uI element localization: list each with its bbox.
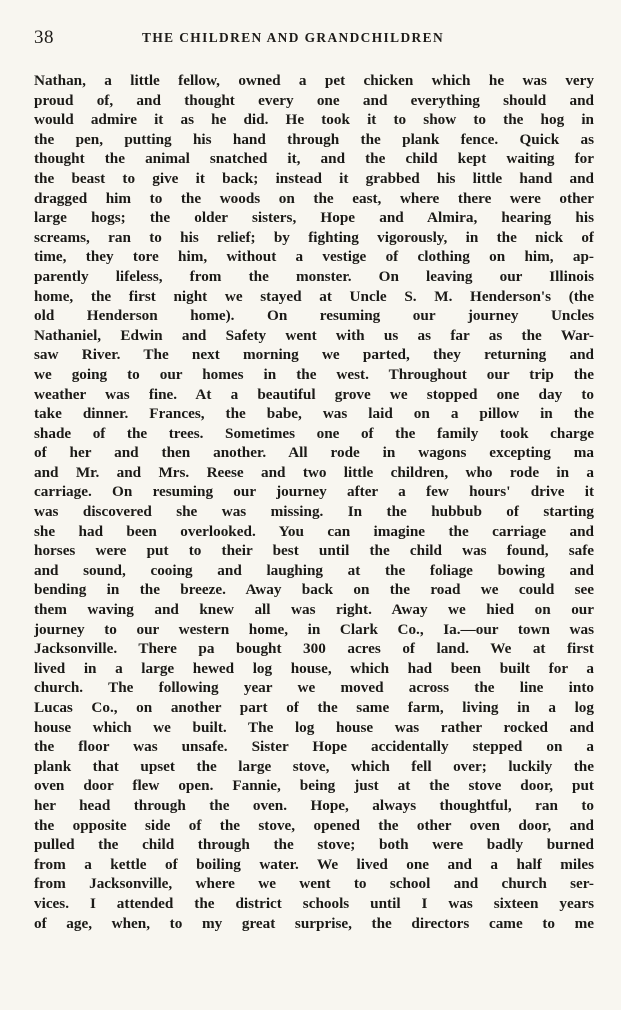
text-line: from a kettle of boiling water. We lived one and a half miles	[34, 855, 594, 873]
text-line: shade of the trees. Sometimes one of the family took charge	[34, 424, 594, 442]
text-line: horses were put to their best until the child was found, safe	[34, 542, 594, 560]
text-line: was discovered she was missing. In the hubbub of starting	[34, 503, 594, 521]
text-line: them waving and knew all was right. Away we hied on our	[34, 601, 594, 619]
text-line: plank that upset the large stove, which fell over; luckily the	[34, 757, 594, 775]
text-line: journey to our western home, in Clark Co., Ia.—our town was	[34, 620, 594, 638]
text-line: Jacksonville. There pa bought 300 acres of land. We at first	[34, 640, 594, 658]
text-line: lived in a large hewed log house, which had been built for a	[34, 659, 594, 677]
text-line: thought the animal snatched it, and the child kept waiting for	[34, 150, 594, 168]
text-line: home, the first night we stayed at Uncle S. M. Henderson's (the	[34, 287, 594, 305]
text-line: she had been overlooked. You can imagine the carriage and	[34, 522, 594, 540]
text-line: house which we built. The log house was rather rocked and	[34, 718, 594, 736]
text-line: old Henderson home). On resuming our journey Uncles	[34, 307, 594, 325]
text-line: parently lifeless, from the monster. On leaving our Illinois	[34, 267, 594, 285]
page-number: 38	[34, 27, 54, 48]
running-title: THE CHILDREN AND GRANDCHILDREN	[142, 30, 445, 45]
text-line: the pen, putting his hand through the plank fence. Quick as	[34, 130, 594, 148]
text-line: take dinner. Frances, the babe, was laid on a pillow in the	[34, 405, 594, 423]
text-line: carriage. On resuming our journey after a few hours' drive it	[34, 483, 594, 501]
text-line: of her and then another. All rode in wagons excepting ma	[34, 444, 594, 462]
text-line: the beast to give it back; instead it grabbed his little hand and	[34, 169, 594, 187]
text-line: and sound, cooing and laughing at the foliage bowing and	[34, 561, 594, 579]
text-line: large hogs; the older sisters, Hope and Almira, hearing his	[34, 209, 594, 227]
text-line: and Mr. and Mrs. Reese and two little children, who rode in a	[34, 463, 594, 481]
text-line: would admire it as he did. He took it to show to the hog in	[34, 111, 594, 129]
text-line: the floor was unsafe. Sister Hope accidentally stepped on a	[34, 738, 594, 756]
text-line: vices. I attended the district schools until I was sixteen years	[34, 894, 594, 912]
text-line: her head through the oven. Hope, always thoughtful, ran to	[34, 796, 594, 814]
text-line: time, they tore him, without a vestige of clothing on him, ap-	[34, 248, 594, 266]
text-line: proud of, and thought every one and everything should and	[34, 91, 594, 109]
text-line: dragged him to the woods on the east, where there were other	[34, 189, 594, 207]
text-line: oven door flew open. Fannie, being just at the stove door, put	[34, 777, 594, 795]
body-text	[34, 71, 594, 933]
text-line: Nathan, a little fellow, owned a pet chicken which he was very	[34, 72, 594, 89]
text-line: from Jacksonville, where we went to school and church ser-	[34, 875, 594, 893]
text-line: screams, ran to his relief; by fighting vigorously, in the nick of	[34, 228, 594, 246]
text-line: Nathaniel, Edwin and Safety went with us as far as the War-	[34, 326, 594, 344]
text-line: of age, when, to my great surprise, the directors came to me	[34, 914, 594, 932]
text-line: saw River. The next morning we parted, they returning and	[34, 346, 594, 364]
text-line: weather was fine. At a beautiful grove we stopped one day to	[34, 385, 594, 403]
text-line: the opposite side of the stove, opened the other oven door, and	[34, 816, 594, 834]
text-line: we going to our homes in the west. Throughout our trip the	[34, 365, 594, 383]
text-line: church. The following year we moved across the line into	[34, 679, 594, 697]
text-line: pulled the child through the stove; both were badly burned	[34, 836, 594, 854]
text-line: bending in the breeze. Away back on the road we could see	[34, 581, 594, 599]
text-line: Lucas Co., on another part of the same farm, living in a log	[34, 699, 594, 716]
